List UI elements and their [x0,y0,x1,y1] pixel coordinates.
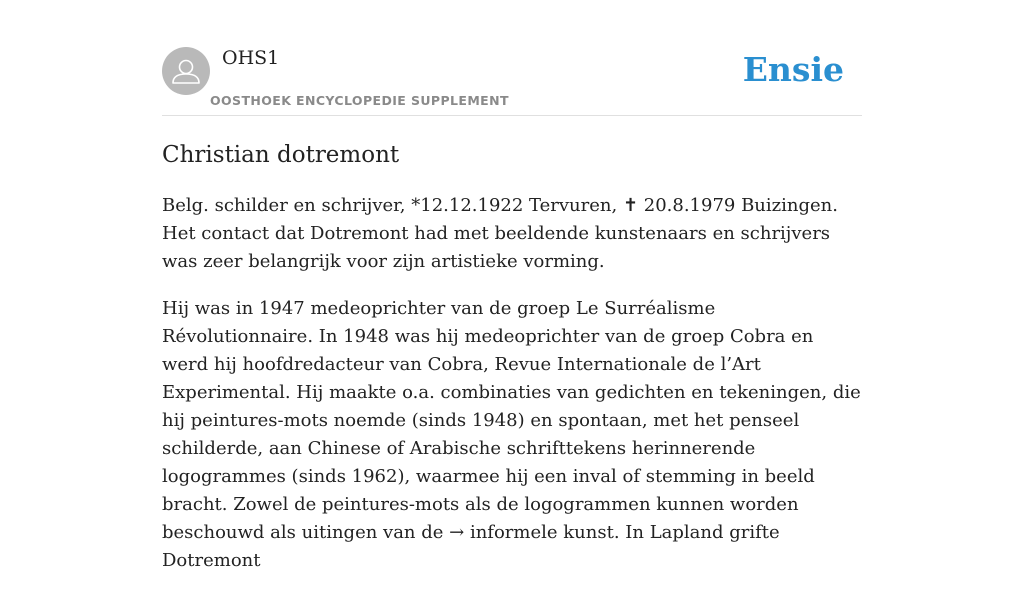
brand-logo[interactable]: Ensie [742,50,844,89]
article-paragraph: Hij was in 1947 medeoprichter van de groep Le Surréalisme Révolutionnaire. In 1948 was hij medeoprichter van de groep Cobra en werd hij hoofdredacteur van Cobra, Revue Internationale de l’Art Experimental. Hij maakte o.a. combinaties van gedichten en tekeningen, die hij peintures-mots noemde (sinds 1948) en spontaan, met het penseel schilderde, aan Chinese of Arabische schrifttekens herinnerende logogrammes (sinds 1962), waarmee hij een inval of stemming in beeld bracht. Zowel de peintures-mots als de logogrammen kunnen worden beschouwd als uitingen van de → informele kunst. In Lapland grifte Dotremont [162,298,861,571]
author-name[interactable]: OHS1 [222,47,280,69]
article-body [162,192,862,594]
user-silhouette-icon[interactable] [162,47,210,95]
article-paragraph: Belg. schilder en schrijver, *12.12.1922 Tervuren, ✝ 20.8.1979 Buizingen. Het contact dat Dotremont had met beeldende kunstenaars en schrijvers was zeer belangrijk voor zijn artistieke vorming. [162,195,838,272]
article-title: Christian dotremont [162,142,400,168]
header [162,0,862,116]
source-label[interactable]: OOSTHOEK ENCYCLOPEDIE SUPPLEMENT [210,93,509,108]
